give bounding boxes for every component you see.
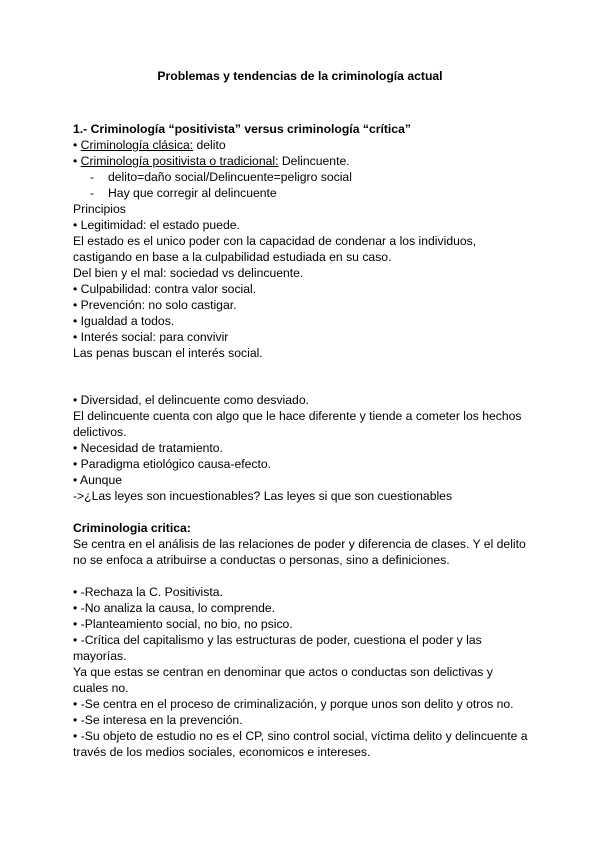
bullet: • bbox=[73, 154, 78, 168]
list-item-text: Interés social: para convivir bbox=[80, 330, 229, 344]
list-item bbox=[73, 392, 309, 408]
list-item-text: Necesidad de tratamiento. bbox=[80, 441, 223, 455]
bullet: • bbox=[73, 713, 78, 727]
list-item bbox=[73, 600, 275, 616]
list-item bbox=[73, 712, 243, 728]
paragraph-line: mayorías. bbox=[73, 649, 127, 663]
list-item-text: Culpabilidad: contra valor social. bbox=[80, 282, 257, 296]
list-item bbox=[73, 456, 271, 472]
section1-heading: 1.- Criminología “positivista” versus criminología “crítica” bbox=[73, 122, 411, 136]
paragraph-line: ->¿Las leyes son incuestionables? Las leyes si que son cuestionables bbox=[73, 489, 453, 503]
paragraph-line: cuales no. bbox=[73, 681, 129, 695]
bullet: • bbox=[73, 298, 78, 312]
paragraph-line: El delincuente cuenta con algo que le hace diferente y tiende a cometer los hechos bbox=[73, 409, 522, 423]
paragraph-line: castigando en base a la culpabilidad estudiada en su caso. bbox=[73, 250, 392, 264]
list-item bbox=[73, 616, 293, 632]
list-item-positivist bbox=[73, 153, 350, 169]
paragraph-line: Las penas buscan el interés social. bbox=[73, 346, 263, 360]
list-item-text: Paradigma etiológico causa-efecto. bbox=[80, 457, 272, 471]
list-item bbox=[73, 297, 237, 313]
paragraph-line: través de los medios sociales, economicos e intereses. bbox=[73, 745, 371, 759]
list-item-text: -No analiza la causa, lo comprende. bbox=[80, 601, 276, 615]
classic-label: Criminología clásica: bbox=[80, 138, 194, 152]
paragraph-line: Ya que estas se centran en denominar que actos o conductas son delictivas y bbox=[73, 665, 493, 679]
list-item-text: Prevención: no solo castigar. bbox=[80, 298, 237, 312]
bullet: • bbox=[73, 473, 78, 487]
bullet: • bbox=[73, 314, 78, 328]
positivist-label: Criminología positivista o tradicional: bbox=[80, 154, 279, 168]
sub-item-2-text: Hay que corregir al delincuente bbox=[108, 186, 277, 200]
list-item-text: -Planteamiento social, no bio, no psico. bbox=[80, 617, 293, 631]
document-title: Problemas y tendencias de la criminología actual bbox=[157, 69, 443, 83]
dash: - bbox=[90, 186, 95, 200]
paragraph-line: Se centra en el análisis de las relaciones de poder y diferencia de clases. Y el delito bbox=[73, 537, 526, 551]
list-item-text: Aunque bbox=[80, 473, 123, 487]
list-item bbox=[73, 281, 256, 297]
bullet: • bbox=[73, 585, 78, 599]
paragraph-line: El estado es el unico poder con la capacidad de condenar a los individuos, bbox=[73, 234, 477, 248]
bullet: • bbox=[73, 617, 78, 631]
principles-label: Principios bbox=[73, 202, 126, 216]
list-item bbox=[73, 632, 482, 648]
sub-item-1 bbox=[90, 169, 352, 185]
bullet: • bbox=[73, 138, 78, 152]
list-item-text: Diversidad, el delincuente como desviado. bbox=[80, 393, 309, 407]
list-item bbox=[73, 440, 223, 456]
list-item-text: -Su objeto de estudio no es el CP, sino control social, víctima delito y delincuente a bbox=[80, 729, 528, 743]
section2-heading: Criminologia critica: bbox=[73, 521, 191, 535]
list-item bbox=[73, 313, 174, 329]
bullet: • bbox=[73, 393, 78, 407]
bullet: • bbox=[73, 601, 78, 615]
bullet: • bbox=[73, 218, 78, 232]
list-item bbox=[73, 329, 228, 345]
bullet: • bbox=[73, 697, 78, 711]
list-item-text: -Se interesa en la prevención. bbox=[80, 713, 243, 727]
sub-item-2 bbox=[90, 185, 277, 201]
bullet: • bbox=[73, 729, 78, 743]
list-item bbox=[73, 584, 223, 600]
paragraph-line: delictivos. bbox=[73, 425, 127, 439]
list-item-legitimacy bbox=[73, 217, 240, 233]
paragraph-line: Del bien y el mal: sociedad vs delincuente. bbox=[73, 266, 304, 280]
list-item-text: -Rechaza la C. Positivista. bbox=[80, 585, 223, 599]
dash: - bbox=[90, 170, 95, 184]
legitimacy-text: Legitimidad: el estado puede. bbox=[80, 218, 240, 232]
bullet: • bbox=[73, 633, 78, 647]
list-item bbox=[73, 728, 528, 744]
bullet: • bbox=[73, 330, 78, 344]
positivist-value: Delincuente. bbox=[281, 154, 350, 168]
bullet: • bbox=[73, 457, 78, 471]
list-item-classic bbox=[73, 137, 226, 153]
list-item-text: -Crítica del capitalismo y las estructuras de poder, cuestiona el poder y las bbox=[80, 633, 482, 647]
sub-item-1-text: delito=daño social/Delincuente=peligro social bbox=[108, 170, 352, 184]
bullet: • bbox=[73, 282, 78, 296]
list-item bbox=[73, 472, 122, 488]
list-item bbox=[73, 696, 514, 712]
classic-value: delito bbox=[196, 138, 226, 152]
list-item-text: Igualdad a todos. bbox=[80, 314, 175, 328]
paragraph-line: no se enfoca a atribuirse a conductas o personas, sino a definiciones. bbox=[73, 553, 450, 567]
list-item-text: -Se centra en el proceso de criminalización, y porque unos son delito y otros no. bbox=[80, 697, 514, 711]
bullet: • bbox=[73, 441, 78, 455]
